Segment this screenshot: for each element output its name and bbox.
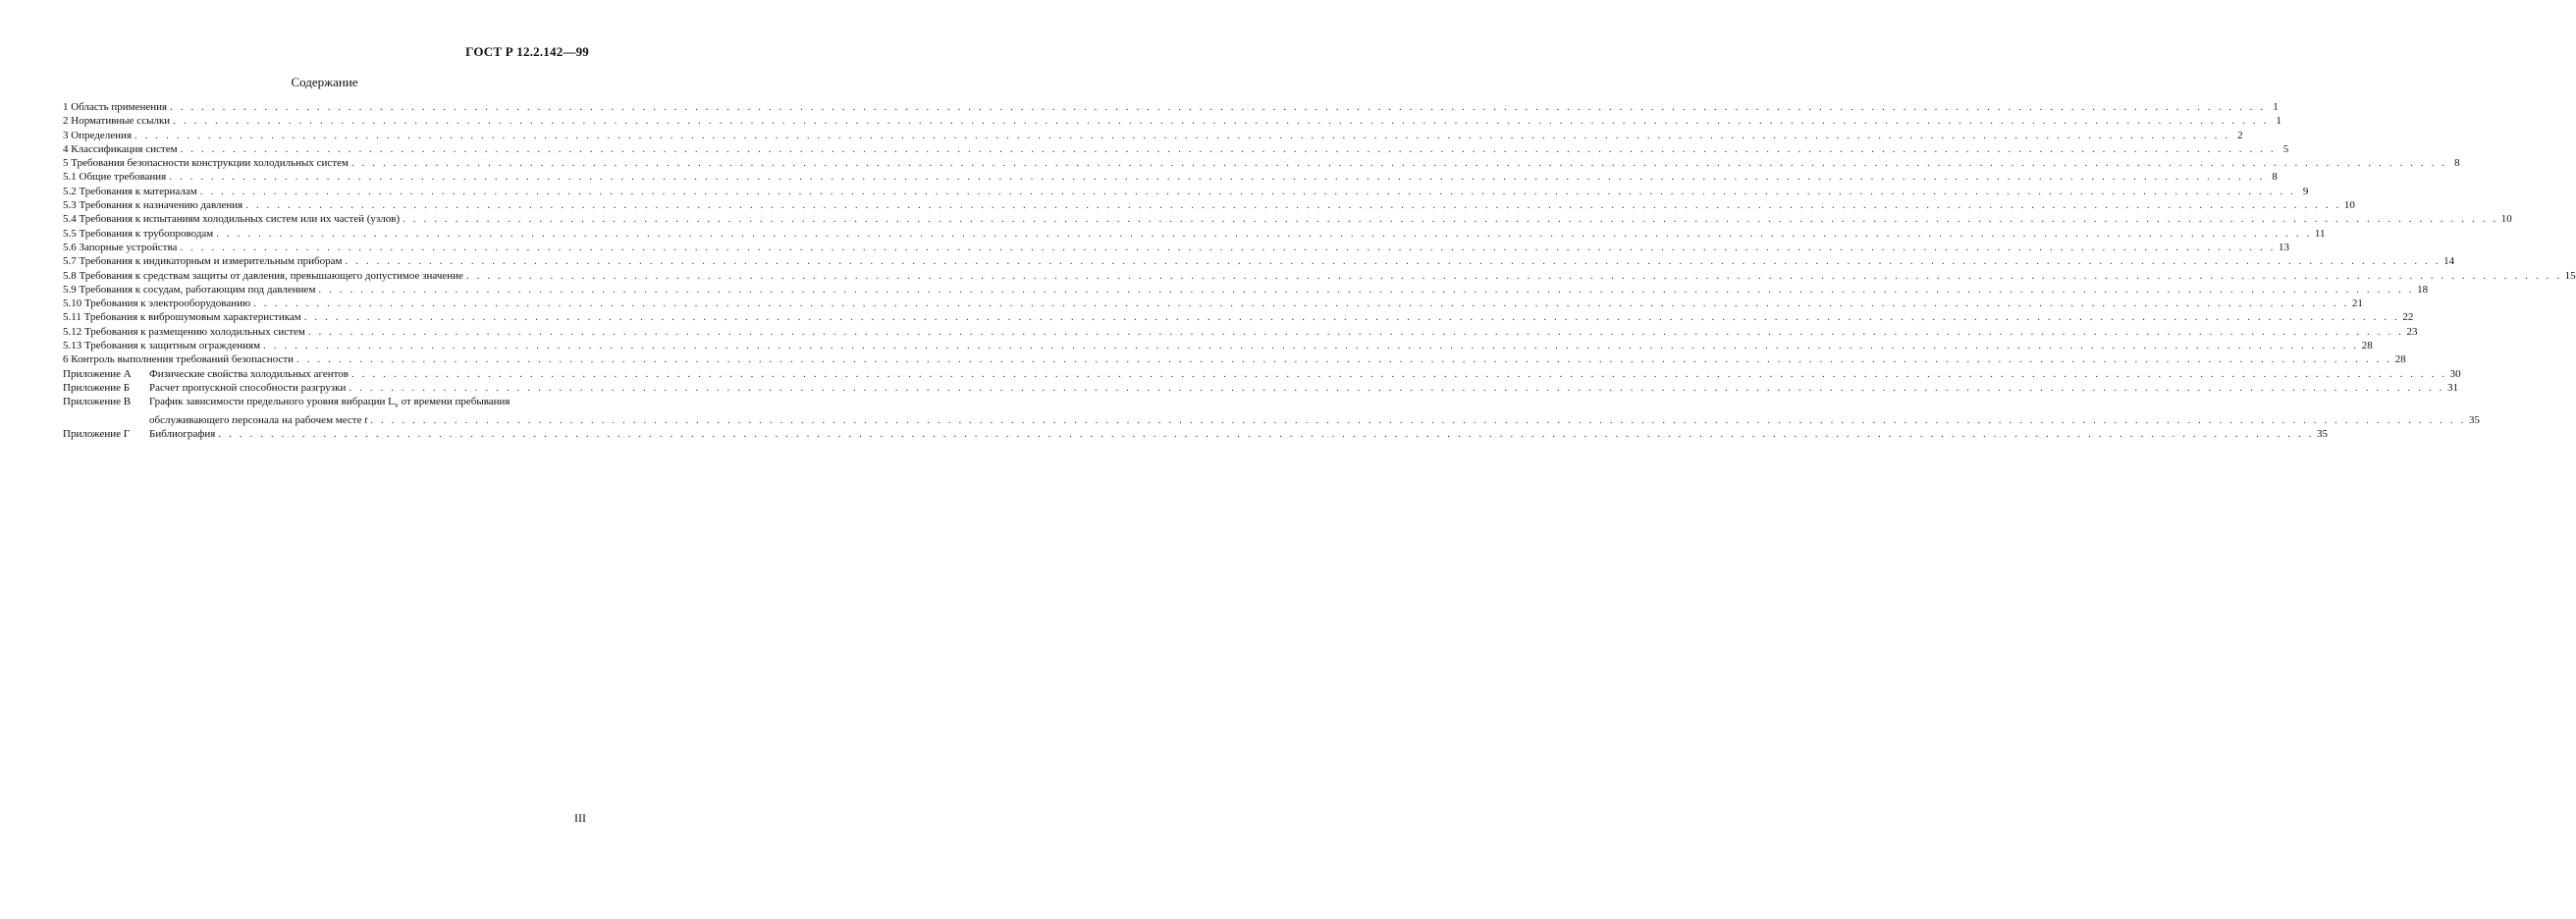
toc-entry-label: 5.7 Требования к индикаторным и измерительным приборам (63, 255, 343, 268)
table-of-contents (63, 100, 2576, 441)
dot-leader: . . . . . . . . . . . . . . . . . . . . . . . . . . . . . . . . . . . . . . . . . . . . . . . . . . . . . . . . . . . . . . . . . . . . . . . . . . . . . . . . . . . . . . . . . . . . . . . . . . . . . . . . . . . . . . . . . . . . . . . . . . . . . . . . . . . . . . . . . . . . . . . . . . . . . . . . . . . . . . . . . . . . . . . . . . . . . . . . . . . . . . . . . . . . . . . . . . . . . . . . (465, 269, 2562, 282)
dot-leader: . . . . . . . . . . . . . . . . . . . . . . . . . . . . . . . . . . . . . . . . . . . . . . . . . . . . . . . . . . . . . . . . . . . . . . . . . . . . . . . . . . . . . . . . . . . . . . . . . . . . . . . . . . . . . . . . . . . . . . . . . . . . . . . . . . . . . . . . . . . . . . . . . . . . . . . . . . . . . . . . . . . . . . . . . . . . . . . . . . . . . . . . . . . . . . . . . . . . . . . . (253, 297, 2349, 310)
appendix-prefix: Приложение Г (63, 428, 131, 441)
toc-entry-label: обслуживающего персонала на рабочем месте t (149, 413, 368, 426)
appendix-line[interactable] (149, 427, 2328, 441)
toc-entry-label: Расчет пропускной способности разгрузки (149, 381, 347, 394)
toc-entry-page: 1 (2276, 115, 2281, 128)
appendix-entry[interactable] (63, 381, 2458, 395)
dot-leader: . . . . . . . . . . . . . . . . . . . . . . . . . . . . . . . . . . . . . . . . . . . . . . . . . . . . . . . . . . . . . . . . . . . . . . . . . . . . . . . . . . . . . . . . . . . . . . . . . . . . . . . . . . . . . . . . . . . . . . . . . . . . . . . . . . . . . . . . . . . . . . . . . . . . . . . . . . . . . . . . . . . . . . . . . . . . . . . . . . . . . . . . . . . . . . . . . . . . . . . . (307, 325, 2404, 338)
toc-entry[interactable] (63, 339, 2373, 352)
toc-entry-page: 23 (2406, 325, 2418, 338)
toc-entry-page: 28 (2394, 353, 2406, 366)
toc-entry-page: 14 (2443, 255, 2455, 268)
toc-entry-label: 5.12 Требования к размещению холодильных систем (63, 325, 305, 338)
toc-entry-page: 15 (2564, 269, 2576, 282)
dot-leader: . . . . . . . . . . . . . . . . . . . . . . . . . . . . . . . . . . . . . . . . . . . . . . . . . . . . . . . . . . . . . . . . . . . . . . . . . . . . . . . . . . . . . . . . . . . . . . . . . . . . . . . . . . . . . . . . . . . . . . . . . . . . . . . . . . . . . . . . . . . . . . . . . . . . . . . . . . . . . . . . . . . . . . . . . . . . . . . . . . . . . . . . . . . . . . . . . . . . . . . . (402, 213, 2498, 226)
toc-entry-label: Физические свойства холодильных агентов (149, 367, 349, 380)
toc-entry[interactable] (63, 185, 2309, 198)
toc-entry-label: 5.8 Требования к средствам защиты от давления, превышающего допустимое значение (63, 269, 463, 282)
toc-entry-label: 5.1 Общие требования (63, 171, 167, 184)
toc-entry-page: 11 (2314, 227, 2326, 240)
dot-leader: . . . . . . . . . . . . . . . . . . . . . . . . . . . . . . . . . . . . . . . . . . . . . . . . . . . . . . . . . . . . . . . . . . . . . . . . . . . . . . . . . . . . . . . . . . . . . . . . . . . . . . . . . . . . . . . . . . . . . . . . . . . . . . . . . . . . . . . . . . . . . . . . . . . . . . . . . . . . . . . . . . . . . . . . . . . . . . . . . . . . . . . . . . . . . . . . . . . . . . . . (350, 157, 2447, 170)
appendix-line[interactable] (149, 367, 2461, 381)
toc-entry-page: 10 (2343, 199, 2355, 212)
toc-appendices (63, 367, 2480, 442)
toc-entry-page: 35 (2317, 428, 2329, 441)
dot-leader: . . . . . . . . . . . . . . . . . . . . . . . . . . . . . . . . . . . . . . . . . . . . . . . . . . . . . . . . . . . . . . . . . . . . . . . . . . . . . . . . . . . . . . . . . . . . . . . . . . . . . . . . . . . . . . . . . . . . . . . . . . . . . . . . . . . . . . . . . . . . . . . . . . . . . . . . . . . . . . . . . . . . . . . . . . . . . . . . . . . . . . . . . . . . . . . . . . . . . . . . (216, 227, 2312, 240)
toc-entry-page: 9 (2302, 185, 2309, 197)
appendix-prefix: Приложение В (63, 396, 132, 408)
toc-entry[interactable] (63, 170, 2278, 184)
toc-entry[interactable] (63, 227, 2326, 241)
toc-title: Содержание (291, 75, 358, 89)
appendix-entry[interactable] (63, 367, 2461, 381)
appendix-label-line1: График зависимости предельного уровня вибрации $L_v$ от времени пребывания (149, 396, 510, 410)
toc-entry[interactable] (63, 241, 2290, 254)
dot-leader: . . . . . . . . . . . . . . . . . . . . . . . . . . . . . . . . . . . . . . . . . . . . . . . . . . . . . . . . . . . . . . . . . . . . . . . . . . . . . . . . . . . . . . . . . . . . . . . . . . . . . . . . . . . . . . . . . . . . . . . . . . . . . . . . . . . . . . . . . . . . . . . . . . . . . . . . . . . . . . . . . . . . . . . . . . . . . . . . . . . . . . . . . . . . . . . . . . . . . . . . (180, 142, 2277, 155)
toc-entry-label: 5 Требования безопасности конструкции холодильных систем (63, 157, 349, 170)
dot-leader: . . . . . . . . . . . . . . . . . . . . . . . . . . . . . . . . . . . . . . . . . . . . . . . . . . . . . . . . . . . . . . . . . . . . . . . . . . . . . . . . . . . . . . . . . . . . . . . . . . . . . . . . . . . . . . . . . . . . . . . . . . . . . . . . . . . . . . . . . . . . . . . . . . . . . . . . . . . . . . . . . . . . . . . . . . . . . . . . . . . . . . . . . . . . . . . . . . . . . . . . (263, 340, 2359, 352)
appendix-entry[interactable] (63, 427, 2329, 441)
dot-leader: . . . . . . . . . . . . . . . . . . . . . . . . . . . . . . . . . . . . . . . . . . . . . . . . . . . . . . . . . . . . . . . . . . . . . . . . . . . . . . . . . . . . . . . . . . . . . . . . . . . . . . . . . . . . . . . . . . . . . . . . . . . . . . . . . . . . . . . . . . . . . . . . . . . . . . . . . . . . . . . . . . . . . . . . . . . . . . . . . . . . . . . . . . . . . . . . . . . . . . . . (134, 129, 2230, 141)
dot-leader: . . . . . . . . . . . . . . . . . . . . . . . . . . . . . . . . . . . . . . . . . . . . . . . . . . . . . . . . . . . . . . . . . . . . . . . . . . . . . . . . . . . . . . . . . . . . . . . . . . . . . . . . . . . . . . . . . . . . . . . . . . . . . . . . . . . . . . . . . . . . . . . . . . . . . . . . . . . . . . . . . . . . . . . . . . . . . . . . . . . . . . . . . . . . . . . . . . . . . . . . (303, 311, 2400, 324)
toc-entry[interactable] (63, 310, 2414, 324)
dot-leader: . . . . . . . . . . . . . . . . . . . . . . . . . . . . . . . . . . . . . . . . . . . . . . . . . . . . . . . . . . . . . . . . . . . . . . . . . . . . . . . . . . . . . . . . . . . . . . . . . . . . . . . . . . . . . . . . . . . . . . . . . . . . . . . . . . . . . . . . . . . . . . . . . . . . . . . . . . . . . . . . . . . . . . . . . . . . . . . . . . . . . . . . . . . . . . . . . . . . . . . . (370, 413, 2466, 426)
toc-entry-page: 21 (2351, 297, 2363, 310)
toc-entry-label: 5.10 Требования к электрооборудованию (63, 297, 251, 310)
appendix-prefix: Приложение А (63, 367, 132, 380)
appendix-line2[interactable] (149, 413, 2480, 427)
toc-entry-page: 31 (2447, 381, 2458, 394)
toc-entry-page: 10 (2500, 213, 2512, 226)
toc-entry[interactable] (63, 269, 2576, 283)
dot-leader: . . . . . . . . . . . . . . . . . . . . . . . . . . . . . . . . . . . . . . . . . . . . . . . . . . . . . . . . . . . . . . . . . . . . . . . . . . . . . . . . . . . . . . . . . . . . . . . . . . . . . . . . . . . . . . . . . . . . . . . . . . . . . . . . . . . . . . . . . . . . . . . . . . . . . . . . . . . . . . . . . . . . . . . . . . . . . . . . . . . . . . . . . . . . . . . . . . . . . . . . (199, 185, 2296, 197)
toc-entry-label: 3 Определения (63, 129, 133, 141)
toc-entry-label: 6 Контроль выполнения требований безопасности (63, 353, 295, 366)
toc-entry[interactable] (63, 352, 2406, 366)
dot-leader: . . . . . . . . . . . . . . . . . . . . . . . . . . . . . . . . . . . . . . . . . . . . . . . . . . . . . . . . . . . . . . . . . . . . . . . . . . . . . . . . . . . . . . . . . . . . . . . . . . . . . . . . . . . . . . . . . . . . . . . . . . . . . . . . . . . . . . . . . . . . . . . . . . . . . . . . . . . . . . . . . . . . . . . . . . . . . . . . . . . . . . . . . . . . . . . . . . . . . . . . (318, 283, 2415, 296)
toc-entry[interactable] (63, 114, 2281, 128)
dot-leader: . . . . . . . . . . . . . . . . . . . . . . . . . . . . . . . . . . . . . . . . . . . . . . . . . . . . . . . . . . . . . . . . . . . . . . . . . . . . . . . . . . . . . . . . . . . . . . . . . . . . . . . . . . . . . . . . . . . . . . . . . . . . . . . . . . . . . . . . . . . . . . . . . . . . . . . . . . . . . . . . . . . . . . . . . . . . . . . . . . . . . . . . . . . . . . . . . . . . . . . . (173, 115, 2269, 128)
toc-entry-label: 2 Нормативные ссылки (63, 115, 171, 128)
dot-leader: . . . . . . . . . . . . . . . . . . . . . . . . . . . . . . . . . . . . . . . . . . . . . . . . . . . . . . . . . . . . . . . . . . . . . . . . . . . . . . . . . . . . . . . . . . . . . . . . . . . . . . . . . . . . . . . . . . . . . . . . . . . . . . . . . . . . . . . . . . . . . . . . . . . . . . . . . . . . . . . . . . . . . . . . . . . . . . . . . . . . . . . . . . . . . . . . . . . . . . . . (245, 199, 2341, 212)
toc-entry-label: 5.9 Требования к сосудам, работающим под давлением (63, 283, 316, 296)
toc-entry-label: 5.5 Требования к трубопроводам (63, 227, 214, 240)
toc-entry-page: 28 (2361, 340, 2373, 352)
toc-entry-label: 5.11 Требования к виброшумовым характеристикам (63, 311, 301, 324)
toc-entries (63, 100, 2576, 367)
toc-entry-page: 2 (2237, 129, 2243, 141)
dot-leader: . . . . . . . . . . . . . . . . . . . . . . . . . . . . . . . . . . . . . . . . . . . . . . . . . . . . . . . . . . . . . . . . . . . . . . . . . . . . . . . . . . . . . . . . . . . . . . . . . . . . . . . . . . . . . . . . . . . . . . . . . . . . . . . . . . . . . . . . . . . . . . . . . . . . . . . . . . . . . . . . . . . . . . . . . . . . . . . . . . . . . . . . . . . . . . . . . . . . . . . . (169, 171, 2265, 184)
toc-entry-label: 5.4 Требования к испытаниям холодильных систем или их частей (узлов) (63, 213, 401, 226)
toc-entry[interactable] (63, 100, 2279, 114)
toc-entry-page: 30 (2449, 367, 2461, 380)
dot-leader: . . . . . . . . . . . . . . . . . . . . . . . . . . . . . . . . . . . . . . . . . . . . . . . . . . . . . . . . . . . . . . . . . . . . . . . . . . . . . . . . . . . . . . . . . . . . . . . . . . . . . . . . . . . . . . . . . . . . . . . . . . . . . . . . . . . . . . . . . . . . . . . . . . . . . . . . . . . . . . . . . . . . . . . . . . . . . . . . . . . . . . . . . . . . . . . . . . . . . . . . (180, 241, 2277, 253)
toc-entry[interactable] (63, 297, 2363, 310)
toc-entry[interactable] (63, 254, 2455, 268)
toc-entry-page: 22 (2402, 311, 2414, 324)
appendix-prefix: Приложение Б (63, 381, 131, 394)
toc-entry[interactable] (63, 198, 2355, 212)
dot-leader: . . . . . . . . . . . . . . . . . . . . . . . . . . . . . . . . . . . . . . . . . . . . . . . . . . . . . . . . . . . . . . . . . . . . . . . . . . . . . . . . . . . . . . . . . . . . . . . . . . . . . . . . . . . . . . . . . . . . . . . . . . . . . . . . . . . . . . . . . . . . . . . . . . . . . . . . . . . . . . . . . . . . . . . . . . . . . . . . . . . . . . . . . . . . . . . . . . . . . . . . (170, 101, 2266, 113)
dot-leader: . . . . . . . . . . . . . . . . . . . . . . . . . . . . . . . . . . . . . . . . . . . . . . . . . . . . . . . . . . . . . . . . . . . . . . . . . . . . . . . . . . . . . . . . . . . . . . . . . . . . . . . . . . . . . . . . . . . . . . . . . . . . . . . . . . . . . . . . . . . . . . . . . . . . . . . . . . . . . . . . . . . . . . . . . . . . . . . . . . . . . . . . . . . . . . . . . . . . . . . . (351, 367, 2447, 380)
toc-entry-page: 8 (2272, 171, 2278, 184)
toc-entry-label: 5.13 Требования к защитным ограждениям (63, 340, 261, 352)
appendix-entry[interactable] (63, 395, 2480, 427)
toc-entry-page: 35 (2468, 413, 2480, 426)
dot-leader: . . . . . . . . . . . . . . . . . . . . . . . . . . . . . . . . . . . . . . . . . . . . . . . . . . . . . . . . . . . . . . . . . . . . . . . . . . . . . . . . . . . . . . . . . . . . . . . . . . . . . . . . . . . . . . . . . . . . . . . . . . . . . . . . . . . . . . . . . . . . . . . . . . . . . . . . . . . . . . . . . . . . . . . . . . . . . . . . . . . . . . . . . . . . . . . . . . . . . . . . (218, 428, 2315, 441)
toc-entry-page: 18 (2417, 283, 2429, 296)
toc-entry-page: 1 (2273, 101, 2279, 113)
toc-entry-label: 5.6 Запорные устройства (63, 241, 178, 253)
toc-entry[interactable] (63, 283, 2429, 297)
toc-entry[interactable] (63, 212, 2512, 226)
toc-entry[interactable] (63, 129, 2243, 142)
toc-entry-label: 1 Область применения (63, 101, 168, 113)
toc-entry-label: 5.2 Требования к материалам (63, 185, 197, 197)
dot-leader: . . . . . . . . . . . . . . . . . . . . . . . . . . . . . . . . . . . . . . . . . . . . . . . . . . . . . . . . . . . . . . . . . . . . . . . . . . . . . . . . . . . . . . . . . . . . . . . . . . . . . . . . . . . . . . . . . . . . . . . . . . . . . . . . . . . . . . . . . . . . . . . . . . . . . . . . . . . . . . . . . . . . . . . . . . . . . . . . . . . . . . . . . . . . . . . . . . . . . . . . (296, 353, 2392, 366)
toc-entry[interactable] (63, 156, 2460, 170)
toc-entry-label: Библиография (149, 428, 216, 441)
appendix-line[interactable] (149, 381, 2458, 395)
toc-entry-label: 4 Классификация систем (63, 142, 178, 155)
dot-leader: . . . . . . . . . . . . . . . . . . . . . . . . . . . . . . . . . . . . . . . . . . . . . . . . . . . . . . . . . . . . . . . . . . . . . . . . . . . . . . . . . . . . . . . . . . . . . . . . . . . . . . . . . . . . . . . . . . . . . . . . . . . . . . . . . . . . . . . . . . . . . . . . . . . . . . . . . . . . . . . . . . . . . . . . . . . . . . . . . . . . . . . . . . . . . . . . . . . . . . . . (345, 255, 2442, 268)
toc-entry[interactable] (63, 142, 2289, 156)
dot-leader: . . . . . . . . . . . . . . . . . . . . . . . . . . . . . . . . . . . . . . . . . . . . . . . . . . . . . . . . . . . . . . . . . . . . . . . . . . . . . . . . . . . . . . . . . . . . . . . . . . . . . . . . . . . . . . . . . . . . . . . . . . . . . . . . . . . . . . . . . . . . . . . . . . . . . . . . . . . . . . . . . . . . . . . . . . . . . . . . . . . . . . . . . . . . . . . . . . . . . . . . (349, 381, 2444, 394)
document-code: ГОСТ Р 12.2.142—99 (465, 44, 589, 59)
page-number: III (574, 811, 586, 825)
toc-entry-page: 5 (2282, 142, 2289, 155)
toc-entry[interactable] (63, 325, 2418, 339)
toc-entry-label: 5.3 Требования к назначению давления (63, 199, 243, 212)
toc-entry-page: 13 (2279, 241, 2290, 253)
toc-entry-page: 8 (2454, 157, 2460, 170)
